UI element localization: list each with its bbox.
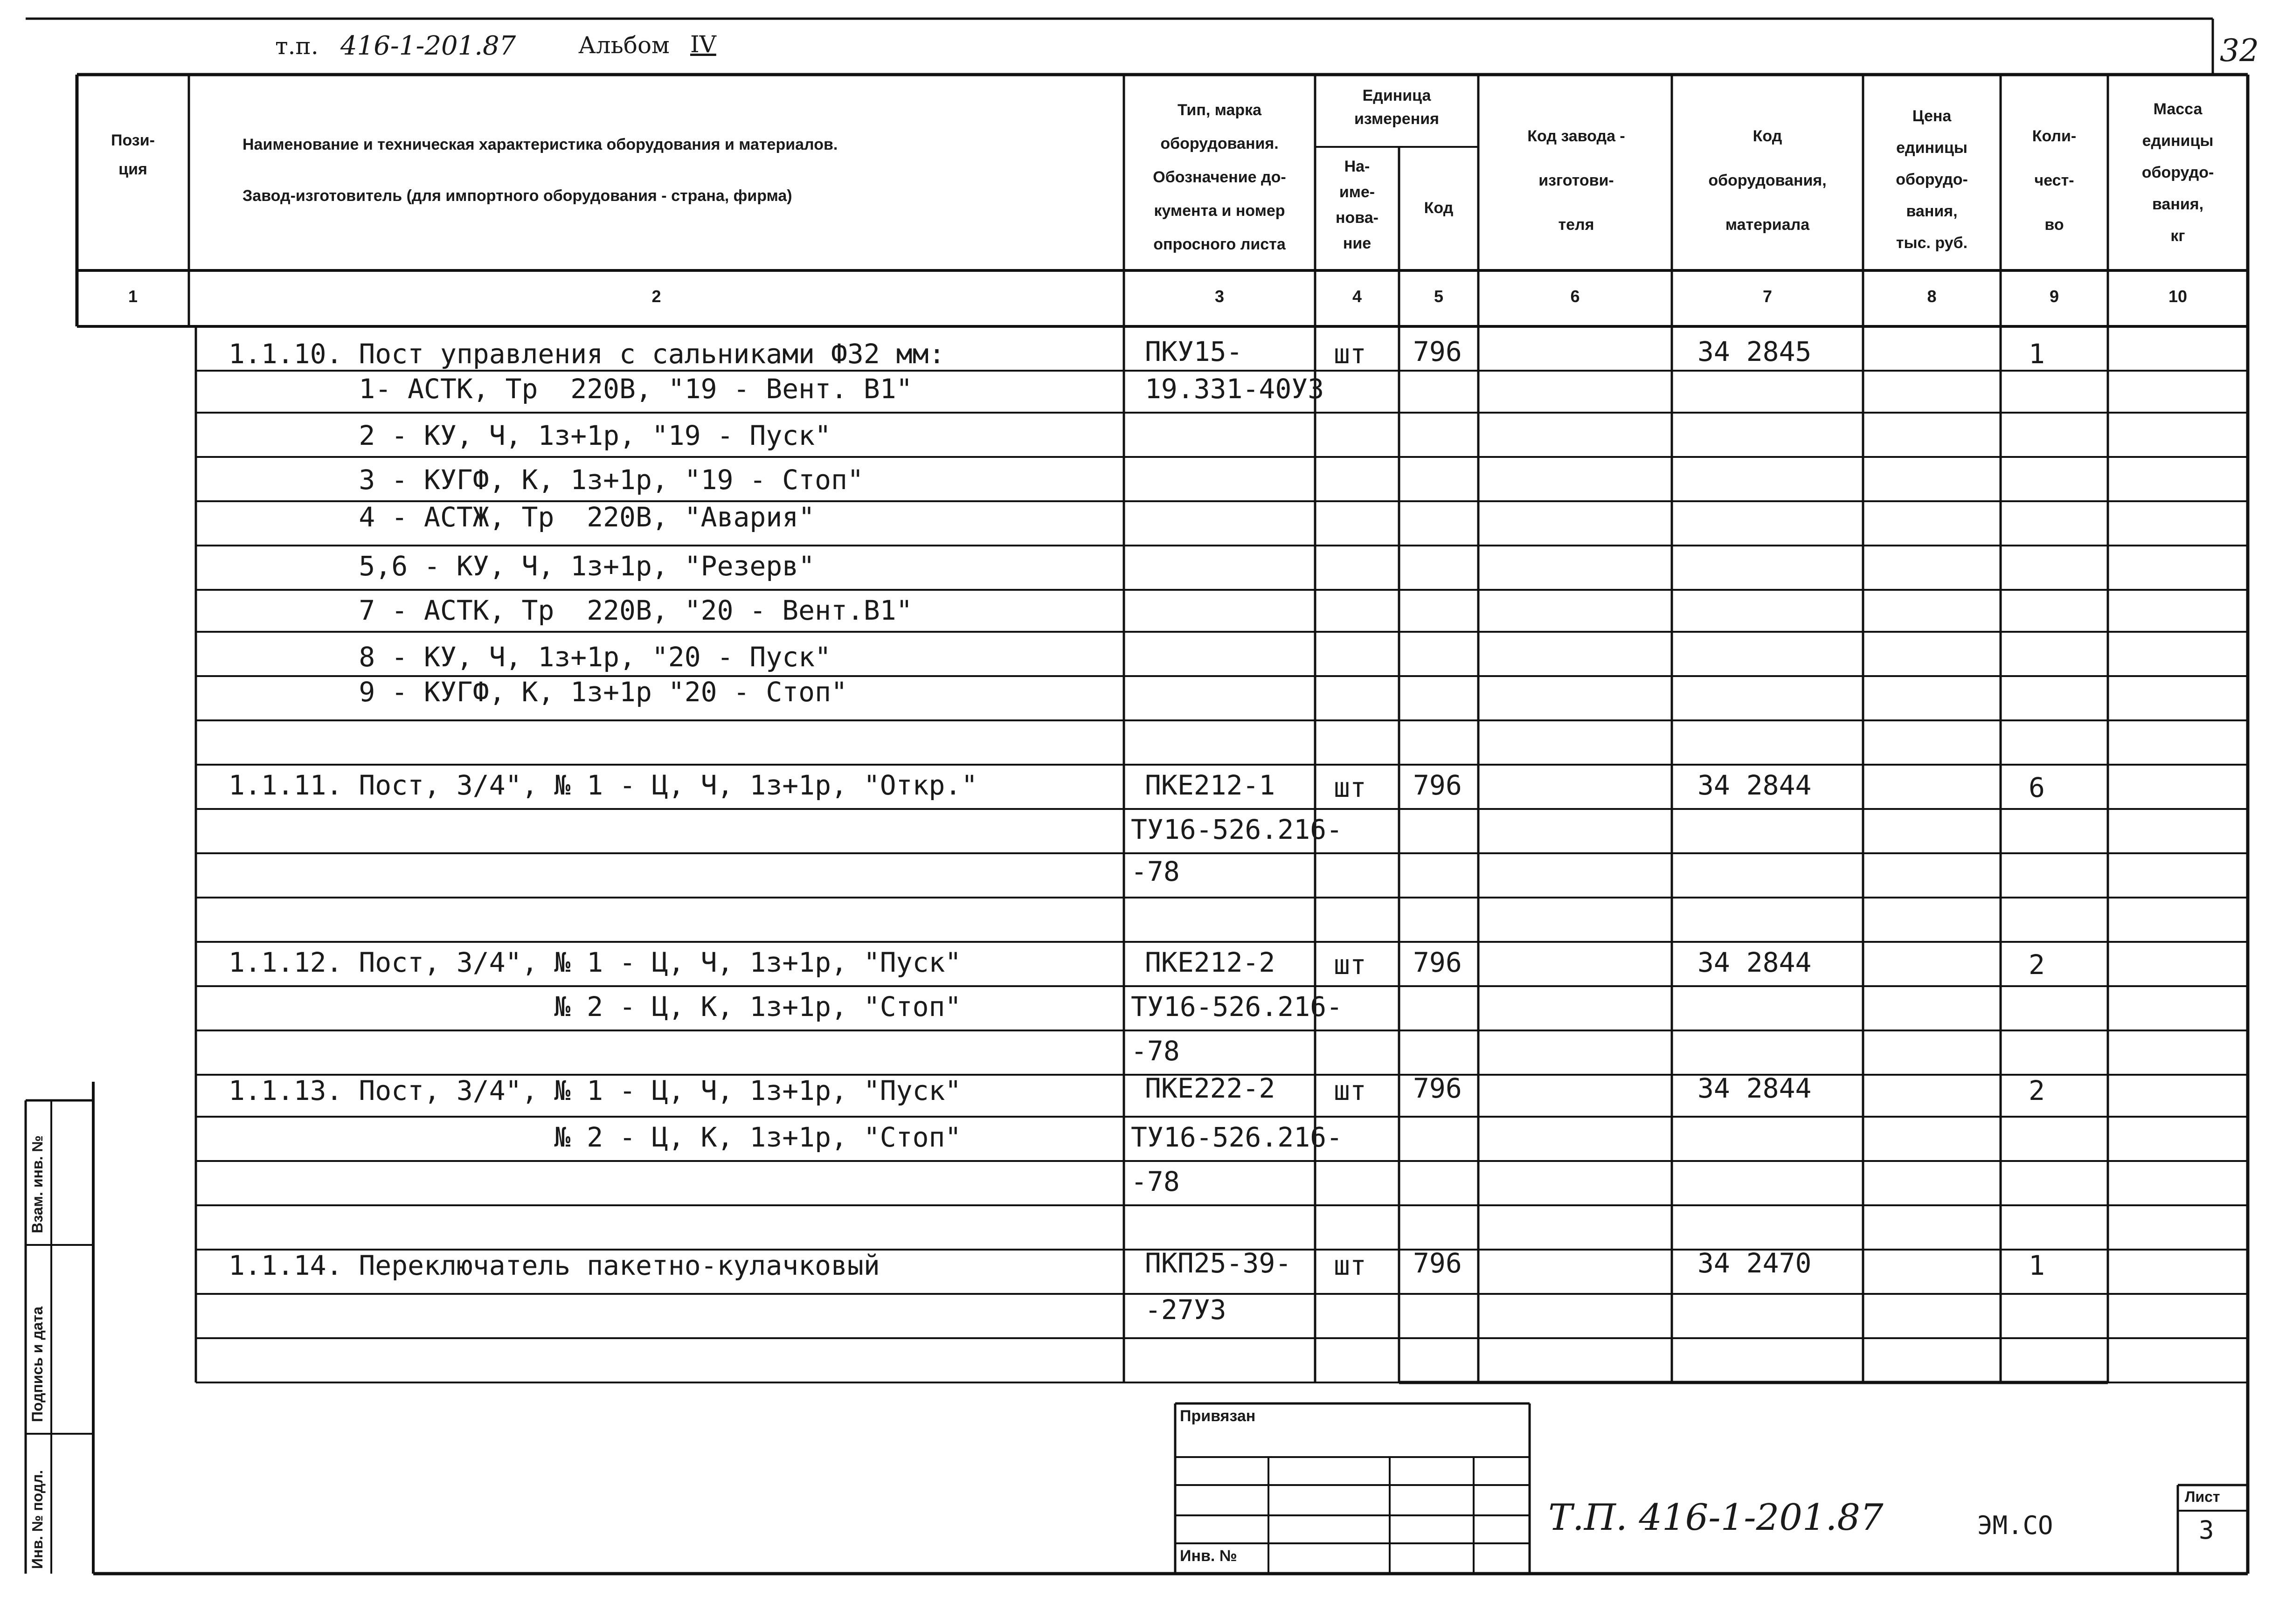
row-code: 34 2470 bbox=[1697, 1247, 1812, 1279]
col-num-6: 6 bbox=[1570, 287, 1580, 306]
row-name: 1.1.14. Переключатель пакетно-кулачковый bbox=[229, 1250, 880, 1281]
col-num-10: 10 bbox=[2168, 287, 2188, 306]
row-unit-code: 796 bbox=[1413, 1072, 1462, 1104]
col-num-3: 3 bbox=[1214, 287, 1225, 306]
row-qty: 1 bbox=[2029, 338, 2045, 370]
row-type: ПКЕ212-1 bbox=[1145, 769, 1275, 801]
row-name: 1.1.12. Пост, 3/4", № 1 - Ц, Ч, 1з+1р, "Пуск" bbox=[229, 947, 962, 978]
row-type: ПКЕ222-2 bbox=[1145, 1072, 1275, 1104]
row-name: 4 - АСТЖ, Тр 220В, "Авария" bbox=[229, 501, 815, 533]
col-num-7: 7 bbox=[1762, 287, 1773, 306]
row-type: ТУ16-526.216- bbox=[1131, 991, 1343, 1023]
unit-group-header: Единица измерения bbox=[1354, 87, 1439, 128]
row-name: 1- АСТК, Тр 220В, "19 - Вент. В1" bbox=[229, 373, 913, 405]
row-name: 3 - КУГФ, К, 1з+1р, "19 - Стоп" bbox=[229, 464, 864, 496]
row-qty: 6 bbox=[2029, 772, 2045, 803]
row-unit: шт bbox=[1334, 772, 1366, 803]
row-type: -78 bbox=[1131, 1035, 1180, 1067]
row-name: 7 - АСТК, Тр 220В, "20 - Вент.В1" bbox=[229, 594, 913, 626]
col-num-1: 1 bbox=[128, 287, 138, 306]
col-10-header: Масса единицы оборудо- вания, кг bbox=[2141, 100, 2214, 245]
row-code: 34 2844 bbox=[1697, 947, 1812, 978]
series-prefix: т.п. bbox=[275, 33, 319, 60]
series-number: 416-1-201.87 bbox=[340, 31, 516, 61]
row-type: ПКП25-39- bbox=[1145, 1247, 1292, 1279]
col-num-2: 2 bbox=[651, 287, 661, 306]
col-2-header: Наименование и техническая характеристика оборудования и материалов. Завод-изготовитель (для импортного оборудования - страна, фирма) bbox=[242, 136, 838, 205]
row-unit-code: 796 bbox=[1413, 336, 1462, 367]
row-code: 34 2844 bbox=[1697, 1072, 1812, 1104]
col-5-header: Код bbox=[1424, 199, 1454, 217]
sheet-label: Лист bbox=[2185, 1488, 2220, 1505]
col-num-9: 9 bbox=[2049, 287, 2059, 306]
sheet-corner-number: 32 bbox=[2220, 33, 2259, 69]
stamp-bound-label: Привязан bbox=[1180, 1407, 1256, 1425]
col-7-header: Код оборудования, материала bbox=[1708, 127, 1827, 234]
album-label: Альбом bbox=[578, 32, 670, 59]
col-6-header: Код завода - изготови- теля bbox=[1527, 127, 1625, 234]
album-number: IV bbox=[690, 31, 716, 58]
row-type: 19.331-40У3 bbox=[1145, 373, 1324, 405]
side-label-vzam: Взам. инв. № bbox=[29, 1135, 46, 1233]
col-num-5: 5 bbox=[1434, 287, 1444, 306]
row-qty: 1 bbox=[2029, 1250, 2045, 1281]
sheet-number: 3 bbox=[2199, 1515, 2214, 1545]
row-name: № 2 - Ц, К, 1з+1р, "Стоп" bbox=[229, 991, 962, 1023]
col-num-4: 4 bbox=[1352, 287, 1362, 306]
row-type: -27У3 bbox=[1145, 1294, 1226, 1326]
row-type: ТУ16-526.216- bbox=[1131, 814, 1343, 845]
row-type: ПКЕ212-2 bbox=[1145, 947, 1275, 978]
doc-code: ЭМ.СО bbox=[1977, 1511, 2053, 1540]
row-name: 9 - КУГФ, К, 1з+1р "20 - Стоп" bbox=[229, 676, 847, 708]
row-code: 34 2845 bbox=[1697, 336, 1812, 367]
row-code: 34 2844 bbox=[1697, 769, 1812, 801]
stamp-inv-label: Инв. № bbox=[1180, 1547, 1237, 1565]
row-type: ПКУ15- bbox=[1145, 336, 1243, 367]
row-unit-code: 796 bbox=[1413, 947, 1462, 978]
row-name: 1.1.11. Пост, 3/4", № 1 - Ц, Ч, 1з+1р, "Откр." bbox=[229, 769, 978, 801]
col-9-header: Коли- чест- во bbox=[2032, 127, 2077, 234]
row-unit-code: 796 bbox=[1413, 769, 1462, 801]
row-name: № 2 - Ц, К, 1з+1р, "Стоп" bbox=[229, 1121, 962, 1153]
row-unit: шт bbox=[1334, 1075, 1366, 1106]
col-3-header: Тип, марка оборудования. Обозначение до- кумента и номер опросного листа bbox=[1153, 101, 1286, 253]
side-label-inv: Инв. № подл. bbox=[29, 1470, 46, 1569]
row-name: 8 - КУ, Ч, 1з+1р, "20 - Пуск" bbox=[229, 641, 831, 673]
row-unit: шт bbox=[1334, 1250, 1366, 1281]
row-unit: шт bbox=[1334, 949, 1366, 981]
col-num-8: 8 bbox=[1927, 287, 1937, 306]
row-name: 1.1.10. Пост управления с сальниками Ф32 мм: bbox=[229, 338, 945, 370]
row-type: ТУ16-526.216- bbox=[1131, 1121, 1343, 1153]
row-type: -78 bbox=[1131, 1166, 1180, 1197]
col-8-header: Цена единицы оборудо- вания, тыс. руб. bbox=[1896, 107, 1968, 252]
row-qty: 2 bbox=[2029, 1075, 2045, 1106]
row-type: -78 bbox=[1131, 856, 1180, 887]
col-4-header: На- име- нова- ние bbox=[1336, 158, 1379, 252]
row-name: 1.1.13. Пост, 3/4", № 1 - Ц, Ч, 1з+1р, "Пуск" bbox=[229, 1075, 962, 1106]
row-name: 5,6 - КУ, Ч, 1з+1р, "Резерв" bbox=[229, 550, 815, 582]
row-unit-code: 796 bbox=[1413, 1247, 1462, 1279]
row-unit: шт bbox=[1334, 338, 1366, 370]
side-label-podpis: Подпись и дата bbox=[29, 1306, 46, 1422]
doc-designation: Т.П. 416-1-201.87 bbox=[1548, 1497, 1884, 1539]
row-name: 2 - КУ, Ч, 1з+1р, "19 - Пуск" bbox=[229, 420, 831, 451]
col-1-header: Пози- ция bbox=[111, 131, 155, 178]
row-qty: 2 bbox=[2029, 949, 2045, 981]
